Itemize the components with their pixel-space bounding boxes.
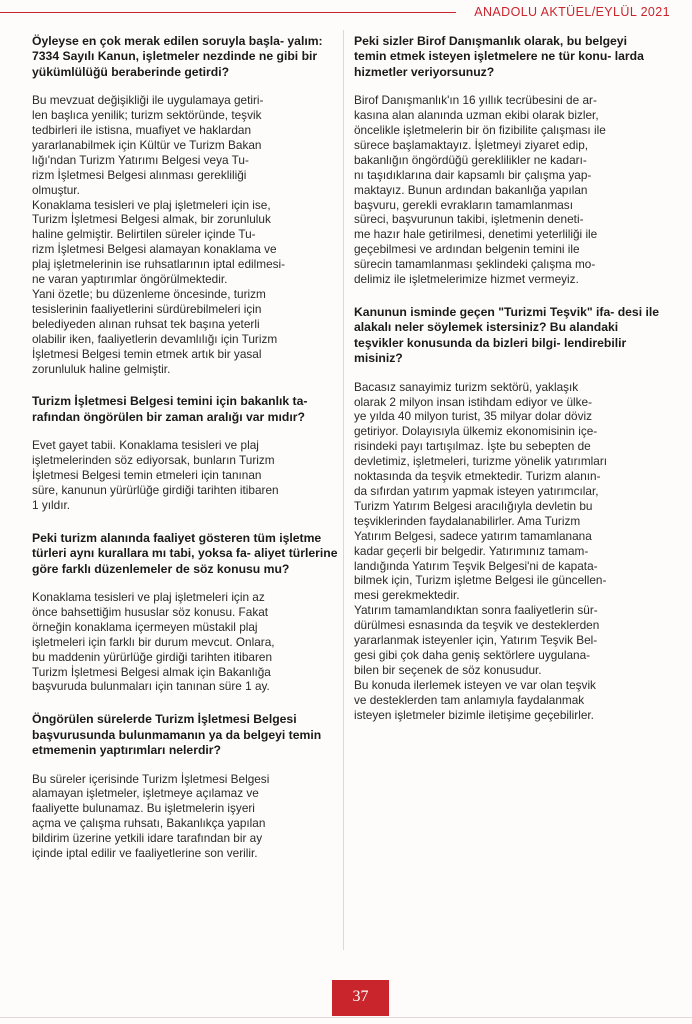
page-number-badge bbox=[332, 980, 389, 1016]
qa-block bbox=[354, 305, 660, 722]
column-divider bbox=[343, 30, 344, 950]
interview-answer: Bacasız sanayimiz turizm sektörü, yaklaşık olarak 2 milyon insan istihdam ediyor ve ülke- ye yılda 40 milyon turist, 35 milyar dolar döviz getiriyor. Dolayısıyla ülkemiz ekonomisinin içe- risindeki payı tartışılmaz. İşte bu sebepten de devletimiz, işletmeleri, turizme yönelik yatırımları noktasında da teşvik etmektedir. Turizm alanın- da sıfırdan yatırım yapmak isteyen yatırımcılar, Turizm Yatırım Belgesi aracılığıyla devletin bu teşviklerinden faydalanabilirler. Ama Turizm Yatırım Belgesi, sadece yatırım tamamlanana kadar geçerli bir belgedir. Yatırımınız tamam- landığında Yatırım Teşvik Belgesi'ni de kapata- bilmek için, Turizm işletme Belgesi ile güncellen- mesi gerekmektedir. Yatırım tamamlandıktan sonra faaliyetlerin sür- dürülmesi esnasında da teşvik ve desteklerden yararlanmak isteyenler için, Yatırım Teşvik Bel- gesi gibi çok daha geniş sektörlere uygulana- bilen bir seçenek de söz konusudur. Bu konuda ilerlemek isteyen ve var olan teşvik ve desteklerden tam anlamıyla faydalanmak isteyen işletmeler bizimle iletişime geçebilirler. bbox=[354, 379, 608, 722]
interview-question: Turizm İşletmesi Belgesi temini için bakanlık ta- rafından öngörülen bir zaman aralığı var mıdır? bbox=[32, 394, 308, 424]
footer-rule bbox=[0, 1017, 692, 1018]
qa-block bbox=[32, 712, 338, 861]
interview-question: Öyleyse en çok merak edilen soruyla başla- yalım: 7334 Sayılı Kanun, işletmeler nezdinde ne gibi bir yükümlülüğü beraberinde getirdi? bbox=[32, 34, 323, 79]
interview-question: Peki sizler Birof Danışmanlık olarak, bu belgeyi temin etmek isteyen işletmelere ne tür konu- larda hizmetler veriyorsunuz? bbox=[354, 34, 644, 79]
publication-header: ANADOLU AKTÜEL/EYLÜL 2021 bbox=[474, 5, 670, 19]
interview-answer: Bu mevzuat değişikliği ile uygulamaya getiri- len başlıca yenilik; turizm sektöründe, teşvik tedbirleri ile istisna, muafiyet ve haklardan yararlanabilmek için Kültür ve Turizm Bakan lığı'ndan Turizm Yatırımı Belgesi veya Tu- rizm İşletmesi Belgesi alınması gerekliliği olmuştur. Konaklama tesisleri ve plaj işletmeleri için ise, Turizm İşletmesi Belgesi almak, bir zorunluluk haline gelmiştir. Belirtilen süreler içinde Tu- rizm İşletmesi Belgesi alamayan konaklama ve plaj işletmelerinin ise ruhsatlarının iptal edilmesi- ne varan yaptırımlar öngörülmektedir. Yani özetle; bu düzenleme öncesinde, turizm tesislerinin faaliyetlerini sürdürebilmeleri için belediyeden alınan ruhsat tek başına yeterli olabilir iken, faaliyetlerin devamlılığı için Turizm İşletmesi Belgesi temin etmek artık bir yasal zorunluluk haline gelmiştir. bbox=[32, 93, 286, 376]
qa-block bbox=[32, 394, 338, 512]
interview-answer: Evet gayet tabii. Konaklama tesisleri ve plaj işletmelerinden söz ediyorsak, bunların Turizm İşletmesi Belgesi temin etmeleri için tanınan süre, kanunun yürürlüğe girdiği tarihten itibaren 1 yıldır. bbox=[32, 438, 279, 512]
header-rule bbox=[0, 12, 456, 13]
qa-block bbox=[354, 34, 660, 287]
left-column bbox=[32, 34, 338, 879]
interview-question: Öngörülen sürelerde Turizm İşletmesi Belgesi başvurusunda bulunmamanın ya da belgeyi temin etmemenin yaptırımları nelerdir? bbox=[32, 712, 322, 758]
qa-block bbox=[32, 34, 338, 376]
interview-question: Peki turizm alanında faaliyet gösteren tüm işletme türleri aynı kurallara mı tabi, yoksa fa- aliyet türlerine göre farklı düzenlemeler de söz konusu mu? bbox=[32, 530, 338, 576]
qa-block bbox=[32, 531, 338, 695]
interview-answer: Birof Danışmanlık'ın 16 yıllık tecrübesini de ar- kasına alan alanında uzman ekibi olarak bizler, öncelikle işletmelerin bir ön fizibilite çalışması ile sürece başlamaktayız. İşletmeyi ziyaret edip, bakanlığın öngördüğü gereklilikler ne kadarı- nı taşıdıklarına dair kapsamlı bir çalışma yap- maktayız. Bunun ardından bakanlığa yapılan başvuru, gerekli evrakların tamamlanması süreci, başvurunun takibi, işletmenin deneti- me hazır hale getirilmesi, denetimi yeterliliği ile geçebilmesi ve ardından belgenin temini ile sürecin tamamlanması şeklindeki çalışma mo- delimiz ile işletmelerimize hizmet vermeyiz. bbox=[354, 93, 606, 287]
right-column bbox=[354, 34, 660, 740]
page-number: 37 bbox=[352, 988, 369, 1005]
interview-answer: Konaklama tesisleri ve plaj işletmeleri için az önce bahsettiğim hususlar söz konusu. Fakat örneğin konaklama içermeyen müstakil plaj işletmeleri için farklı bir durum mevcut. Onlara, bu maddenin yürürlüğe girdiği tarihten itibaren Turizm İşletmesi Belgesi almak için Bakanlığa başvuruda bulunmaları için tanınan süre 1 ay. bbox=[32, 590, 275, 694]
interview-question: Kanunun isminde geçen "Turizmi Teşvik" ifa- desi ile alakalı neler söylemek istersiniz? Bu alandaki teşvikler konusunda da bizleri bilgi- lendirebilir misiniz? bbox=[354, 305, 660, 366]
interview-answer: Bu süreler içerisinde Turizm İşletmesi Belgesi alamayan işletmeler, işletmeye açılamaz ve faaliyette bulunamaz. Bu işletmelerin işyeri açma ve çalışma ruhsatı, Bakanlıkça yapılan bildirim üzerine yetkili idare tarafından bir ay içinde iptal edilir ve faaliyetlerine son verilir. bbox=[32, 771, 270, 861]
